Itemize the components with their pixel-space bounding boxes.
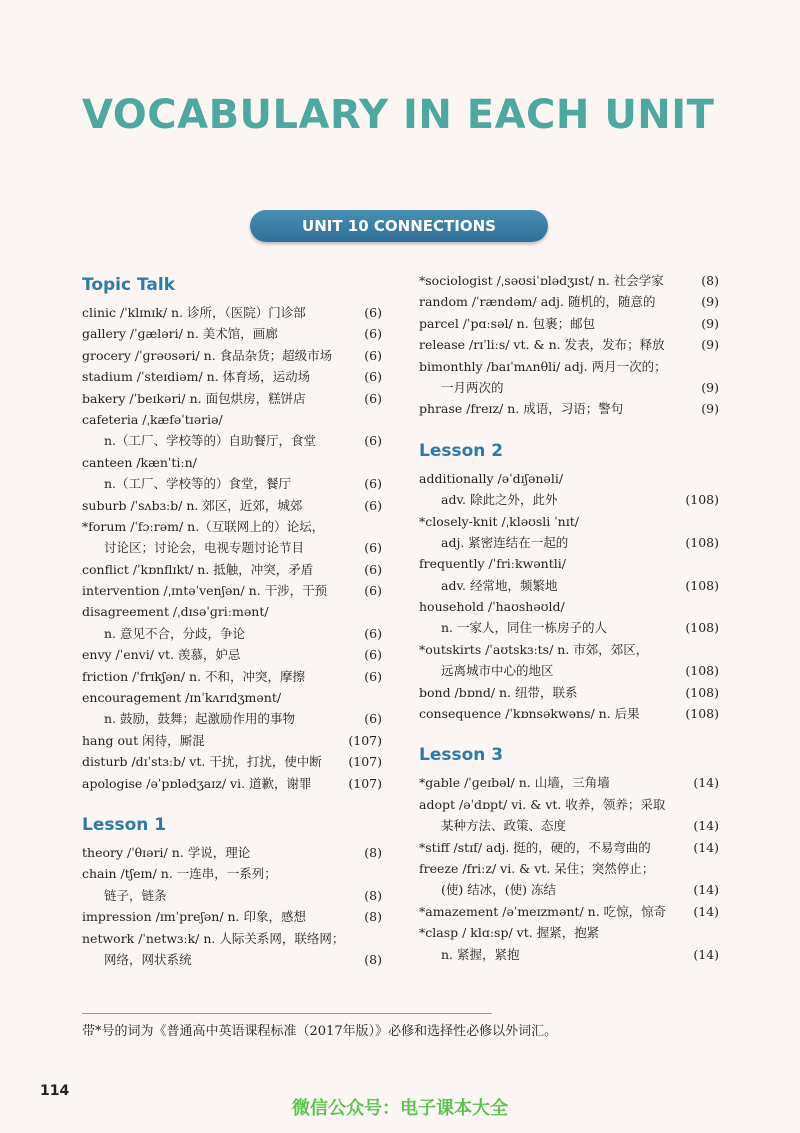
page-ref: (9): [701, 379, 719, 395]
section-heading: Lesson 3: [419, 745, 504, 766]
vocab-text: clinic /ˈklɪnɪk/ n. 诊所，（医院）门诊部: [82, 305, 306, 320]
section-heading: Lesson 2: [419, 440, 504, 461]
vocab-line: [82, 473, 382, 494]
vocab-line: [419, 270, 719, 291]
page-ref: (107): [348, 754, 382, 770]
page-ref: (6): [364, 561, 382, 577]
vocab-text: bakery /ˈbeɪkəri/ n. 面包烘房，糕饼店: [82, 390, 306, 406]
vocab-text: adv. 经常地，频繁地: [441, 577, 558, 593]
page-ref: (9): [701, 315, 719, 331]
page-ref: (108): [685, 706, 719, 722]
vocab-line: [419, 901, 719, 922]
page-ref: (108): [685, 684, 719, 700]
vocab-line: [419, 944, 719, 965]
vocab-text: *stiff /stɪf/ adj. 挺的，硬的，不易弯曲的: [419, 839, 651, 855]
page-ref: (107): [348, 732, 382, 748]
vocab-line: [419, 837, 719, 858]
page-ref: (14): [693, 882, 719, 898]
vocab-line: [419, 639, 719, 660]
vocab-line: [82, 601, 382, 622]
vocab-text: encouragement /ɪnˈkʌrɪdʒmənt/: [82, 690, 282, 706]
page-ref: (6): [364, 390, 382, 406]
vocab-line: [82, 666, 382, 687]
page-ref: (8): [364, 887, 382, 903]
page-ref: (8): [364, 844, 382, 860]
vocab-line: [419, 815, 719, 836]
page-ref: (6): [364, 583, 382, 599]
page-ref: (9): [701, 401, 719, 417]
vocab-line: [419, 617, 719, 638]
vocab-line: [419, 553, 719, 574]
vocab-line: [82, 708, 382, 729]
vocab-line: [82, 580, 382, 601]
vocab-line: [419, 489, 719, 510]
vocab-line: [82, 906, 382, 927]
page-ref: (14): [693, 818, 719, 834]
vocab-line: [419, 703, 719, 724]
vocab-line: [419, 575, 719, 596]
page-ref: (6): [364, 433, 382, 449]
vocab-line: [82, 388, 382, 409]
vocab-text: 某种方法、政策、态度: [441, 818, 567, 834]
vocab-text: 讨论区；讨论会，电视专题讨论节目: [104, 540, 305, 556]
vocab-text: n.（工厂、学校等的）自助餐厅，食堂: [104, 433, 317, 449]
page-ref: (108): [685, 663, 719, 679]
vocab-line: [419, 313, 719, 334]
vocab-line: [419, 511, 719, 532]
page-ref: (9): [701, 294, 719, 310]
section-heading: Topic Talk: [82, 275, 176, 295]
wechat-watermark: 微信公众号：电子课本大全: [292, 1098, 508, 1119]
vocab-line: [419, 596, 719, 617]
vocab-text: 链子，链条: [104, 887, 167, 903]
page-ref: (107): [348, 775, 382, 791]
vocab-line: [419, 291, 719, 312]
vocab-line: [82, 516, 382, 537]
vocab-text: 一月两次的: [441, 379, 504, 395]
vocab-text: envy /ˈenvi/ vt. 羡慕，妒忌: [82, 647, 241, 663]
vocab-text: disturb /dɪˈstɜːb/ vt. 干扰，打扰，使中断: [82, 754, 322, 770]
vocab-line: [419, 468, 719, 489]
vocab-line: [419, 858, 719, 879]
page-title: VOCABULARY IN EACH UNIT: [82, 92, 715, 138]
vocab-line: [419, 794, 719, 815]
vocab-text: hang out 闲待，厮混: [82, 732, 205, 748]
vocab-text: *closely-knit /ˌkləʊsli ˈnɪt/: [419, 513, 579, 529]
page-ref: (6): [364, 647, 382, 663]
vocab-line: [419, 682, 719, 703]
vocab-text: impression /ɪmˈpreʃən/ n. 印象，感想: [82, 909, 306, 925]
vocab-text: additionally /əˈdɪʃənəli/: [419, 470, 564, 486]
vocab-text: frequently /ˈfriːkwəntli/: [419, 556, 566, 572]
vocab-text: *sociologist /ˌsəʊsiˈɒlədʒɪst/ n. 社会学家: [419, 273, 664, 288]
vocab-line: [82, 687, 382, 708]
vocab-text: bond /bɒnd/ n. 纽带，联系: [419, 684, 578, 700]
vocab-text: *clasp / klɑːsp/ vt. 握紧，抱紧: [419, 925, 600, 941]
vocab-text: gallery /ˈɡæləri/ n. 美术馆，画廊: [82, 326, 278, 342]
footnote: 带*号的词为《普通高中英语课程标准（2017年版）》必修和选择性必修以外词汇。: [82, 1024, 558, 1039]
vocab-text: parcel /ˈpɑːsəl/ n. 包裹；邮包: [419, 315, 596, 331]
vocab-line: [82, 302, 382, 323]
vocab-line: [82, 430, 382, 451]
vocab-line: [82, 730, 382, 751]
page-ref: (108): [685, 492, 719, 508]
vocab-text: *amazement /əˈmeɪzmənt/ n. 吃惊，惊奇: [419, 903, 667, 919]
vocab-text: household /ˈhaʊshəʊld/: [419, 599, 565, 615]
vocab-line: [419, 532, 719, 553]
vocab-line: [419, 398, 719, 419]
vocab-text: *forum /ˈfɔːrəm/ n.（互联网上的）论坛，: [82, 518, 325, 534]
vocab-text: apologise /əˈpɒlədʒaɪz/ vi. 道歉，谢罪: [82, 775, 312, 791]
page-ref: (6): [364, 347, 382, 363]
vocab-text: n. 一家人，同住一栋房子的人: [441, 620, 607, 636]
vocab-line: [82, 495, 382, 516]
vocab-line: [82, 409, 382, 430]
vocab-text: grocery /ˈɡrəʊsəri/ n. 食品杂货；超级市场: [82, 347, 333, 363]
vocab-line: [82, 842, 382, 863]
page-ref: (108): [685, 620, 719, 636]
vocab-text: *gable /ˈɡeɪbəl/ n. 山墙，三角墙: [419, 775, 610, 791]
vocab-line: [82, 751, 382, 772]
page-ref: (6): [364, 625, 382, 641]
vocab-text: chain /tʃeɪn/ n. 一连串，一系列；: [82, 866, 277, 882]
left-column: [82, 272, 382, 970]
vocab-line: [419, 772, 719, 793]
vocab-text: 远离城市中心的地区: [441, 663, 554, 679]
vocab-line: [419, 922, 719, 943]
right-column: [419, 270, 719, 965]
vocab-text: theory /ˈθɪəri/ n. 学说，理论: [82, 844, 251, 860]
vocab-text: n. 鼓励，鼓舞；起激励作用的事物: [104, 711, 295, 727]
vocab-text: (使) 结冰，(使) 冻结: [441, 882, 556, 898]
page-ref: (6): [364, 326, 382, 342]
vocab-text: conflict /ˈkɒnflɪkt/ n. 抵触，冲突，矛盾: [82, 561, 314, 577]
vocab-text: n. 紧握，紧抱: [441, 946, 520, 962]
vocab-text: adopt /əˈdɒpt/ vi. & vt. 收养，领养；采取: [419, 796, 666, 812]
vocab-text: network /ˈnetwɜːk/ n. 人际关系网，联络网；: [82, 930, 345, 946]
page-ref: (6): [364, 476, 382, 492]
vocab-text: cafeteria /ˌkæfəˈtɪəriə/: [82, 411, 223, 427]
vocab-line: [82, 863, 382, 884]
vocab-line: [82, 345, 382, 366]
vocab-text: adv. 除此之外，此外: [441, 492, 558, 508]
vocab-line: [82, 885, 382, 906]
vocab-text: friction /ˈfrɪkʃən/ n. 不和，冲突，摩擦: [82, 668, 306, 684]
vocab-line: [82, 623, 382, 644]
page-ref: (14): [693, 775, 719, 791]
vocab-line: [419, 356, 719, 377]
vocab-text: stadium /ˈsteɪdiəm/ n. 体育场，运动场: [82, 369, 311, 385]
vocab-line: [82, 559, 382, 580]
page-ref: (6): [364, 668, 382, 684]
unit-banner: UNIT 10 CONNECTIONS: [250, 210, 548, 242]
vocab-line: [82, 452, 382, 473]
vocab-line: [419, 879, 719, 900]
vocab-text: phrase /freɪz/ n. 成语，习语；警句: [419, 401, 624, 417]
vocab-text: bimonthly /baɪˈmʌnθli/ adj. 两月一次的；: [419, 358, 667, 374]
vocab-line: [82, 928, 382, 949]
page-ref: (8): [364, 909, 382, 925]
page-ref: (14): [693, 903, 719, 919]
vocab-text: suburb /ˈsʌbɜːb/ n. 郊区，近郊，城郊: [82, 497, 303, 513]
vocab-text: adj. 紧密连结在一起的: [441, 534, 569, 550]
page-ref: (14): [693, 839, 719, 855]
vocab-line: [419, 377, 719, 398]
page-ref: (6): [364, 497, 382, 513]
page-ref: (8): [364, 951, 382, 967]
vocab-line: [82, 366, 382, 387]
vocab-line: [82, 537, 382, 558]
page-ref: (14): [693, 946, 719, 962]
vocab-text: n.（工厂、学校等的）食堂，餐厅: [104, 476, 292, 492]
vocab-text: release /rɪˈliːs/ vt. & n. 发表，发布；释放: [419, 337, 665, 353]
page-ref: (6): [364, 305, 382, 320]
page-ref: (108): [685, 534, 719, 550]
page-ref: (8): [701, 273, 719, 288]
page-ref: (6): [364, 711, 382, 727]
page-ref: (9): [701, 337, 719, 353]
vocab-text: consequence /ˈkɒnsəkwəns/ n. 后果: [419, 706, 640, 722]
vocab-line: [82, 644, 382, 665]
vocab-text: intervention /ˌɪntəˈvenʃən/ n. 干涉，干预: [82, 583, 328, 599]
section-heading: Lesson 1: [82, 814, 167, 835]
vocab-text: n. 意见不合，分歧，争论: [104, 625, 245, 641]
vocab-line: [82, 323, 382, 344]
vocab-line: [419, 660, 719, 681]
page-number: 114: [40, 1083, 70, 1099]
vocab-text: random /ˈrændəm/ adj. 随机的，随意的: [419, 294, 656, 310]
page-ref: (108): [685, 577, 719, 593]
page-ref: (6): [364, 540, 382, 556]
vocab-text: canteen /kænˈtiːn/: [82, 454, 197, 470]
vocab-text: *outskirts /ˈaʊtskɜːts/ n. 市郊，郊区，: [419, 641, 649, 657]
vocab-line: [82, 773, 382, 794]
vocab-line: [82, 949, 382, 970]
vocab-text: 网络，网状系统: [104, 951, 192, 967]
vocab-line: [419, 334, 719, 355]
page-ref: (6): [364, 369, 382, 385]
vocab-text: disagreement /ˌdɪsəˈɡriːmənt/: [82, 604, 269, 620]
vocab-text: freeze /friːz/ vi. & vt. 呆住；突然停止；: [419, 860, 655, 876]
footnote-divider: [82, 1013, 492, 1014]
